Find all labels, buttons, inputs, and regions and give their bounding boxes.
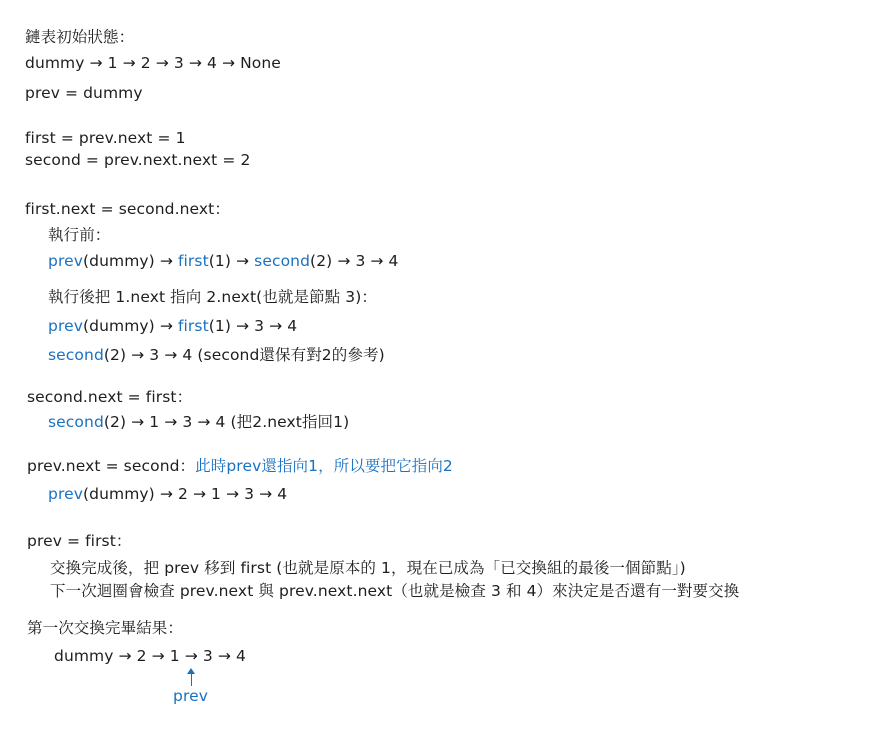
var-prev: prev (48, 485, 83, 503)
prev-assign: prev = dummy (25, 84, 143, 102)
step1-after-chain-first: prev(dummy) → first(1) → 3 → 4 (48, 317, 298, 335)
step3-chain: prev(dummy) → 2 → 1 → 3 → 4 (48, 485, 288, 503)
result-chain: dummy → 2 → 1 → 3 → 4 (54, 647, 246, 665)
var-first: first (177, 252, 209, 270)
step1-after-chain-second: second(2) → 3 → 4 (second還保有對2的參考) (48, 346, 385, 364)
initial-chain: dummy → 1 → 2 → 3 → 4 → None (25, 54, 281, 72)
step2-title: second.next = first： (27, 388, 193, 406)
step3-note: 此時prev還指向1，所以要把它指向2 (195, 457, 453, 475)
var-first: first (177, 317, 209, 335)
step1-before-chain: prev(dummy) → first(1) → second(2) → 3 → 4 (48, 252, 399, 270)
step4-desc-1: 交換完成後，把 prev 移到 first (也就是原本的 1，現在已成為「已交換組的最後一個節點」) (50, 559, 686, 577)
var-prev: prev (48, 317, 83, 335)
result-pointer-label: prev (173, 687, 208, 705)
var-second: second (48, 413, 104, 431)
second-assign: second = prev.next.next = 2 (25, 151, 251, 169)
result-title: 第一次交換完畢結果： (27, 619, 184, 637)
step1-after-label: 執行後把 1.next 指向 2.next(也就是節點 3)： (48, 288, 378, 306)
step2-chain: second(2) → 1 → 3 → 4 (把2.next指回1) (48, 413, 350, 431)
step3-title-line (27, 456, 453, 476)
step3-title: prev.next = second： (27, 457, 196, 475)
step1-title: first.next = second.next： (25, 200, 230, 218)
first-assign: first = prev.next = 1 (25, 129, 186, 147)
pointer-arrow-shaft (191, 673, 192, 686)
var-second: second (48, 346, 104, 364)
initial-state-title: 鏈表初始狀態： (25, 28, 135, 46)
step4-title: prev = first： (27, 532, 132, 550)
var-second: second (254, 252, 311, 270)
step1-before-label: 執行前： (48, 226, 111, 244)
step4-desc-2: 下一次迴圈會檢查 prev.next 與 prev.next.next（也就是檢查 3 和 4）來決定是否還有一對要交換 (50, 582, 740, 600)
var-prev: prev (48, 252, 83, 270)
